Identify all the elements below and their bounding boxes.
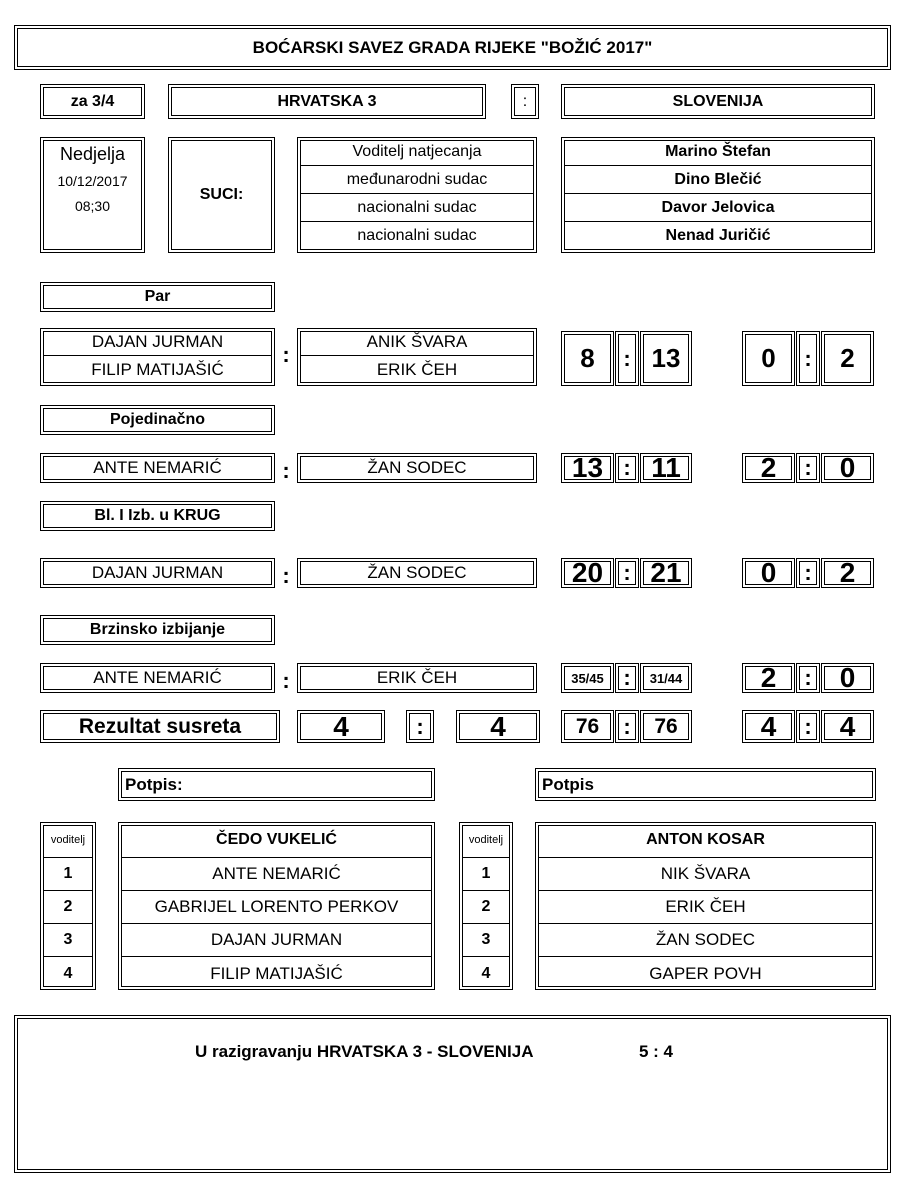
official-name: Marino Štefan bbox=[565, 138, 871, 166]
player-number: 4 bbox=[481, 964, 491, 982]
result-score-home: 76 bbox=[561, 710, 614, 743]
pojedinacno-points-away: 0 bbox=[821, 453, 874, 483]
note-box bbox=[14, 1015, 891, 1173]
official-role: Voditelj natjecanja bbox=[301, 138, 533, 166]
player-number: 2 bbox=[44, 891, 92, 924]
roster-player: NIK ŠVARA bbox=[539, 858, 872, 891]
brzinsko-points-home: 2 bbox=[742, 663, 795, 693]
away-roster-numbers bbox=[459, 822, 513, 990]
roster-player: DAJAN JURMAN bbox=[122, 924, 431, 957]
discipline-brzinsko-label: Brzinsko izbijanje bbox=[40, 615, 275, 645]
player-name: ERIK ČEH bbox=[376, 359, 458, 379]
roster-player: ANTE NEMARIĆ bbox=[122, 858, 431, 891]
krug-colon: : bbox=[282, 563, 290, 588]
home-roster-numbers bbox=[40, 822, 96, 990]
player-number: 3 bbox=[44, 924, 92, 957]
krug-score-sep: : bbox=[615, 558, 639, 588]
par-score-sep: : bbox=[615, 331, 639, 386]
judges-label: SUCI: bbox=[168, 137, 275, 253]
krug-score-away: 21 bbox=[640, 558, 692, 588]
par-home-players bbox=[40, 328, 275, 386]
result-label: Rezultat susreta bbox=[40, 710, 280, 743]
pojedinacno-score-away: 11 bbox=[640, 453, 692, 483]
player-number: 1 bbox=[463, 858, 509, 891]
official-role: nacionalni sudac bbox=[301, 194, 533, 222]
roster-player: GABRIJEL LORENTO PERKOV bbox=[122, 891, 431, 924]
discipline-par-label: Par bbox=[40, 282, 275, 312]
par-colon: : bbox=[282, 342, 290, 367]
official-name: Dino Blečić bbox=[565, 166, 871, 194]
result-sep: : bbox=[406, 710, 434, 743]
player-name: DAJAN JURMAN bbox=[44, 329, 271, 356]
par-points-sep: : bbox=[796, 331, 820, 386]
away-roster-names bbox=[535, 822, 876, 990]
pojedinacno-points-sep: : bbox=[796, 453, 820, 483]
pojedinacno-home-player: ANTE NEMARIĆ bbox=[40, 453, 275, 483]
official-role: nacionalni sudac bbox=[357, 227, 477, 244]
away-signature-field: Potpis bbox=[535, 768, 876, 801]
par-score-away: 13 bbox=[640, 331, 692, 386]
coach-label: voditelj bbox=[463, 823, 509, 858]
result-away: 4 bbox=[456, 710, 540, 743]
result-points-sep: : bbox=[796, 710, 820, 743]
match-date: 10/12/2017 bbox=[57, 173, 128, 189]
roster-player: FILIP MATIJAŠIĆ bbox=[210, 963, 343, 983]
result-score-sep: : bbox=[615, 710, 639, 743]
match-time: 08;30 bbox=[74, 198, 111, 214]
home-roster-names bbox=[118, 822, 435, 990]
result-home: 4 bbox=[297, 710, 385, 743]
document-title: BOĆARSKI SAVEZ GRADA RIJEKE "BOŽIĆ 2017" bbox=[14, 25, 891, 70]
krug-points-away: 2 bbox=[821, 558, 874, 588]
note-text: U razigravanju HRVATSKA 3 - SLOVENIJA bbox=[195, 1042, 534, 1061]
player-name: FILIP MATIJAŠIĆ bbox=[91, 359, 224, 379]
brzinsko-away-player: ERIK ČEH bbox=[297, 663, 537, 693]
par-points-home: 0 bbox=[742, 331, 795, 386]
pojedinacno-away-player: ŽAN SODEC bbox=[297, 453, 537, 483]
krug-score-home: 20 bbox=[561, 558, 614, 588]
coach-name: ČEDO VUKELIĆ bbox=[122, 823, 431, 858]
result-points-home: 4 bbox=[742, 710, 795, 743]
coach-label: voditelj bbox=[44, 823, 92, 858]
brzinsko-score-away: 31/44 bbox=[640, 663, 692, 693]
match-separator: : bbox=[511, 84, 539, 119]
brzinsko-home-player: ANTE NEMARIĆ bbox=[40, 663, 275, 693]
discipline-krug-label: Bl. I Izb. u KRUG bbox=[40, 501, 275, 531]
brzinsko-score-sep: : bbox=[615, 663, 639, 693]
par-away-players bbox=[297, 328, 537, 386]
note-score: 5 : 4 bbox=[639, 1042, 674, 1061]
krug-away-player: ŽAN SODEC bbox=[297, 558, 537, 588]
date-time-box bbox=[40, 137, 145, 253]
result-points-away: 4 bbox=[821, 710, 874, 743]
krug-home-player: DAJAN JURMAN bbox=[40, 558, 275, 588]
player-name: ANIK ŠVARA bbox=[301, 329, 533, 356]
officials-roles bbox=[297, 137, 537, 253]
player-number: 3 bbox=[463, 924, 509, 957]
away-team: SLOVENIJA bbox=[561, 84, 875, 119]
krug-points-home: 0 bbox=[742, 558, 795, 588]
brzinsko-points-away: 0 bbox=[821, 663, 874, 693]
roster-player: GAPER POVH bbox=[649, 963, 762, 983]
brzinsko-score-home: 35/45 bbox=[561, 663, 614, 693]
official-role: međunarodni sudac bbox=[301, 166, 533, 194]
official-name: Davor Jelovica bbox=[565, 194, 871, 222]
pojedinacno-score-sep: : bbox=[615, 453, 639, 483]
discipline-pojedinacno-label: Pojedinačno bbox=[40, 405, 275, 435]
pojedinacno-points-home: 2 bbox=[742, 453, 795, 483]
officials-names bbox=[561, 137, 875, 253]
pojedinacno-colon: : bbox=[282, 458, 290, 483]
player-number: 1 bbox=[44, 858, 92, 891]
par-points-away: 2 bbox=[821, 331, 874, 386]
match-day: Nedjelja bbox=[59, 144, 126, 164]
home-team: HRVATSKA 3 bbox=[168, 84, 486, 119]
par-score-home: 8 bbox=[561, 331, 614, 386]
result-score-away: 76 bbox=[640, 710, 692, 743]
krug-points-sep: : bbox=[796, 558, 820, 588]
roster-player: ERIK ČEH bbox=[539, 891, 872, 924]
stage-label: za 3/4 bbox=[40, 84, 145, 119]
pojedinacno-score-home: 13 bbox=[561, 453, 614, 483]
official-name: Nenad Juričić bbox=[665, 227, 771, 244]
brzinsko-colon: : bbox=[282, 668, 290, 693]
home-signature-field: Potpis: bbox=[118, 768, 435, 801]
player-number: 4 bbox=[63, 964, 73, 982]
player-number: 2 bbox=[463, 891, 509, 924]
roster-player: ŽAN SODEC bbox=[539, 924, 872, 957]
coach-name: ANTON KOSAR bbox=[539, 823, 872, 858]
brzinsko-points-sep: : bbox=[796, 663, 820, 693]
